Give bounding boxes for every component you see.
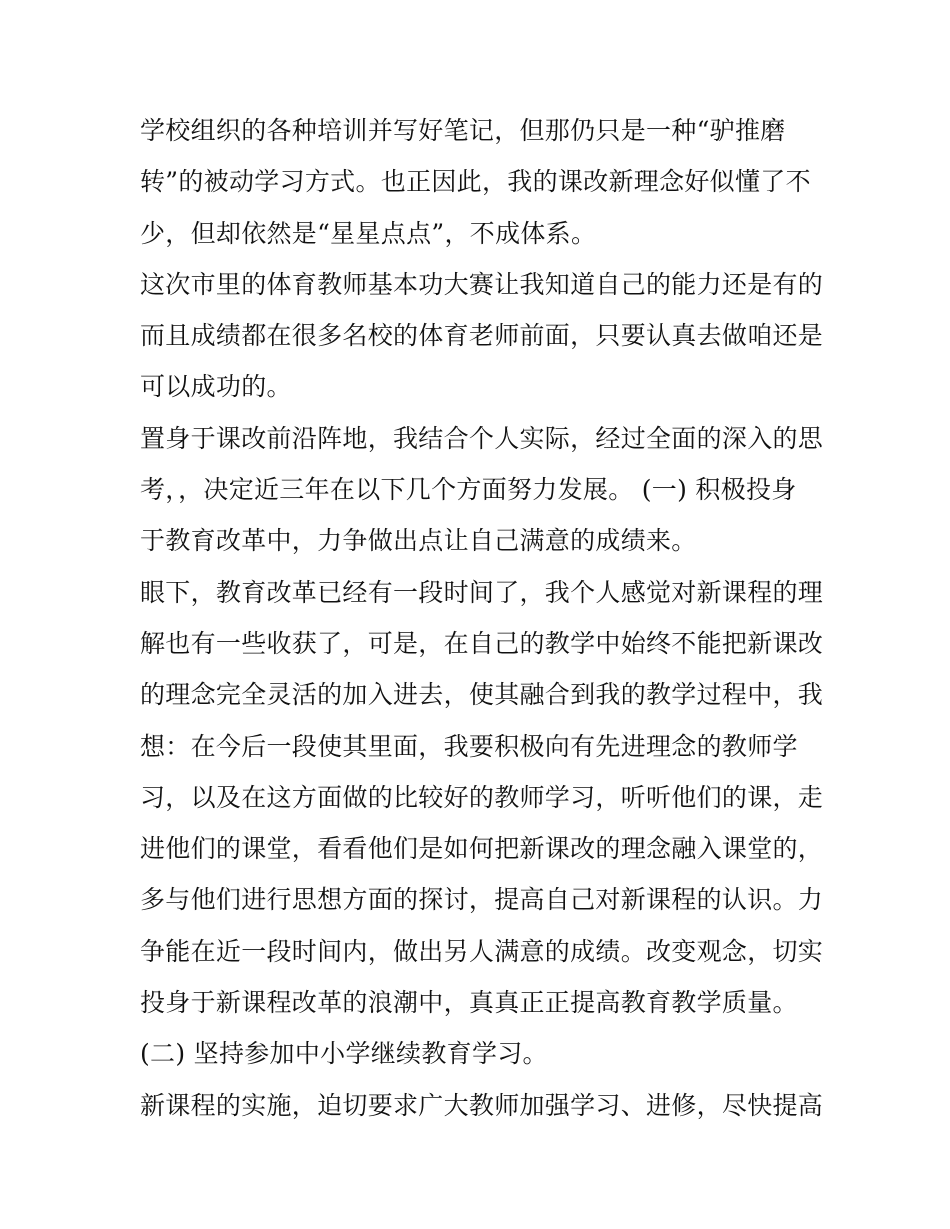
text-line: (二) 坚持参加中小学继续教育学习。 <box>140 1039 548 1069</box>
text-line: 置身于课改前沿阵地，我结合个人实际，经过全面的深入的思 <box>140 423 824 453</box>
text-line: 多与他们进行思想方面的探讨，提高自己对新课程的认识。力 <box>140 885 824 915</box>
text-line: 解也有一些收获了，可是，在自己的教学中始终不能把新课改 <box>140 628 824 658</box>
text-line: 可以成功的。 <box>140 372 292 402</box>
text-line: 争能在近一段时间内，做出另人满意的成绩。改变观念，切实 <box>140 936 824 966</box>
text-line: 学校组织的各种培训并写好笔记，但那仍只是一种“驴推磨 <box>140 116 786 145</box>
text-line: 进他们的课堂，看看他们是如何把新课改的理念融入课堂的， <box>140 834 824 864</box>
text-line: 投身于新课程改革的浪潮中，真真正正提高教育教学质量。 <box>140 988 798 1018</box>
text-line: 的理念完全灵活的加入进去，使其融合到我的教学过程中，我 <box>140 680 824 710</box>
text-line: 而且成绩都在很多名校的体育老师前面，只要认真去做咱还是 <box>140 321 824 351</box>
text-line: 考，，决定近三年在以下几个方面努力发展。 (一) 积极投身 <box>140 475 797 505</box>
text-line: 新课程的实施，迫切要求广大教师加强学习、进修，尽快提高 <box>140 1090 824 1120</box>
document-body <box>140 105 824 1131</box>
text-line: 眼下，教育改革已经有一段时间了，我个人感觉对新课程的理 <box>140 577 824 607</box>
text-line: 这次市里的体育教师基本功大赛让我知道自己的能力还是有的 <box>140 269 824 299</box>
text-line: 少，但却依然是“星星点点”，不成体系。 <box>140 218 597 248</box>
text-line: 转”的被动学习方式。也正因此，我的课改新理念好似懂了不 <box>140 167 811 197</box>
text-line: 于教育改革中，力争做出点让自己满意的成绩来。 <box>140 526 697 556</box>
text-line: 想：在今后一段使其里面，我要积极向有先进理念的教师学 <box>140 731 798 761</box>
text-line: 习，以及在这方面做的比较好的教师学习，听听他们的课，走 <box>140 782 824 812</box>
